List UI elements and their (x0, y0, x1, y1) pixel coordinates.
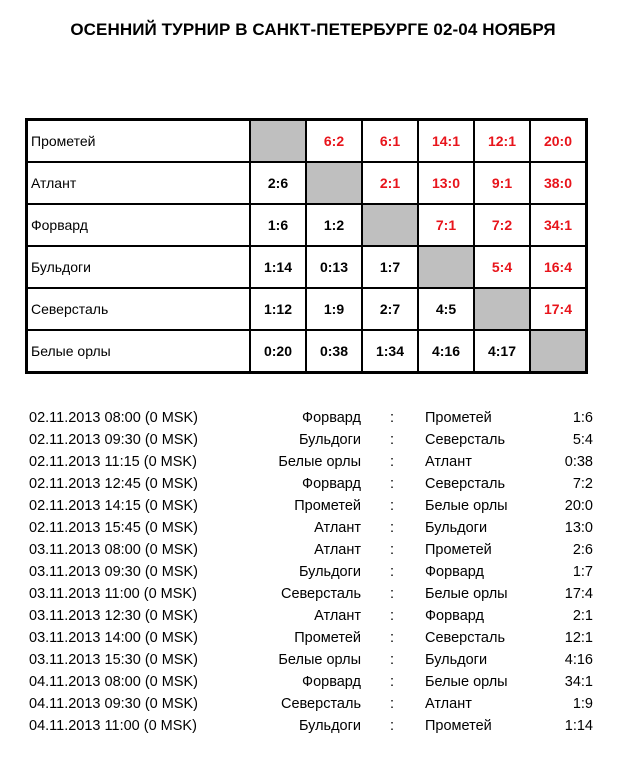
match-row (0, 451, 626, 473)
match-row (0, 693, 626, 715)
crosstable-row (27, 162, 587, 204)
match-home-team: Северсталь (280, 696, 361, 712)
score-cell: 4:16 (418, 330, 474, 373)
match-score: 7:2 (572, 476, 593, 492)
match-separator: : (390, 718, 395, 734)
team-name: Белые орлы (27, 330, 251, 373)
match-separator: : (390, 542, 395, 558)
match-home-team: Бульдоги (298, 718, 361, 734)
score-cell: 13:0 (418, 162, 474, 204)
match-row (0, 671, 626, 693)
match-datetime: 02.11.2013 11:15 (0 MSK) (29, 454, 197, 470)
score-cell: 0:13 (306, 246, 362, 288)
crosstable (25, 118, 588, 374)
match-separator: : (390, 410, 395, 426)
match-separator: : (390, 476, 395, 492)
match-score: 1:14 (564, 718, 593, 734)
match-score: 1:6 (572, 410, 593, 426)
score-cell: 14:1 (418, 120, 474, 163)
match-row (0, 495, 626, 517)
match-score: 0:38 (564, 454, 593, 470)
match-score: 34:1 (564, 674, 593, 690)
score-cell: 1:7 (362, 246, 418, 288)
match-away-team: Белые орлы (425, 586, 508, 602)
diagonal-cell (250, 120, 306, 163)
match-datetime: 03.11.2013 12:30 (0 MSK) (29, 608, 199, 624)
score-cell: 4:17 (474, 330, 530, 373)
diagonal-cell (530, 330, 587, 373)
match-datetime: 04.11.2013 08:00 (0 MSK) (29, 674, 199, 690)
match-away-team: Прометей (425, 718, 492, 734)
match-home-team: Форвард (302, 674, 361, 690)
score-cell: 2:1 (362, 162, 418, 204)
match-row (0, 649, 626, 671)
score-cell: 38:0 (530, 162, 587, 204)
score-cell: 7:1 (418, 204, 474, 246)
match-list (0, 407, 626, 737)
score-cell: 6:2 (306, 120, 362, 163)
match-away-team: Прометей (425, 410, 492, 426)
match-separator: : (390, 454, 395, 470)
score-cell: 16:4 (530, 246, 587, 288)
match-separator: : (390, 432, 395, 448)
match-separator: : (390, 696, 395, 712)
match-separator: : (390, 674, 395, 690)
match-score: 20:0 (564, 498, 593, 514)
match-away-team: Северсталь (425, 476, 506, 492)
crosstable-row (27, 204, 587, 246)
team-name: Прометей (27, 120, 251, 163)
match-home-team: Белые орлы (278, 454, 361, 470)
match-row (0, 627, 626, 649)
match-datetime: 03.11.2013 11:00 (0 MSK) (29, 586, 197, 602)
score-cell: 4:5 (418, 288, 474, 330)
score-cell: 0:38 (306, 330, 362, 373)
score-cell: 1:14 (250, 246, 306, 288)
score-cell: 6:1 (362, 120, 418, 163)
match-home-team: Форвард (302, 410, 361, 426)
match-home-team: Бульдоги (298, 564, 361, 580)
match-datetime: 02.11.2013 09:30 (0 MSK) (29, 432, 199, 448)
team-name: Бульдоги (27, 246, 251, 288)
match-score: 1:9 (572, 696, 593, 712)
team-name: Атлант (27, 162, 251, 204)
match-datetime: 02.11.2013 15:45 (0 MSK) (29, 520, 199, 536)
match-away-team: Атлант (425, 454, 472, 470)
score-cell: 17:4 (530, 288, 587, 330)
match-separator: : (390, 520, 395, 536)
match-score: 12:1 (564, 630, 593, 646)
match-home-team: Атлант (314, 542, 361, 558)
match-away-team: Атлант (425, 696, 472, 712)
crosstable-row (27, 246, 587, 288)
match-home-team: Бульдоги (298, 432, 361, 448)
score-cell: 12:1 (474, 120, 530, 163)
match-separator: : (390, 630, 395, 646)
match-home-team: Прометей (294, 630, 361, 646)
match-score: 2:1 (572, 608, 593, 624)
match-separator: : (390, 652, 395, 668)
score-cell: 0:20 (250, 330, 306, 373)
match-datetime: 03.11.2013 09:30 (0 MSK) (29, 564, 199, 580)
match-score: 2:6 (572, 542, 593, 558)
score-cell: 20:0 (530, 120, 587, 163)
match-datetime: 02.11.2013 12:45 (0 MSK) (29, 476, 199, 492)
diagonal-cell (362, 204, 418, 246)
team-name: Форвард (27, 204, 251, 246)
match-away-team: Северсталь (425, 630, 506, 646)
match-datetime: 04.11.2013 09:30 (0 MSK) (29, 696, 199, 712)
match-datetime: 03.11.2013 14:00 (0 MSK) (29, 630, 199, 646)
score-cell: 1:2 (306, 204, 362, 246)
crosstable-row (27, 120, 587, 163)
match-score: 5:4 (572, 432, 593, 448)
match-datetime: 03.11.2013 08:00 (0 MSK) (29, 542, 199, 558)
match-row (0, 473, 626, 495)
match-away-team: Форвард (425, 608, 484, 624)
match-row (0, 407, 626, 429)
score-cell: 1:12 (250, 288, 306, 330)
match-away-team: Прометей (425, 542, 492, 558)
score-cell: 5:4 (474, 246, 530, 288)
match-away-team: Белые орлы (425, 498, 508, 514)
diagonal-cell (418, 246, 474, 288)
score-cell: 1:9 (306, 288, 362, 330)
match-separator: : (390, 564, 395, 580)
match-score: 1:7 (572, 564, 593, 580)
match-home-team: Северсталь (280, 586, 361, 602)
match-home-team: Белые орлы (278, 652, 361, 668)
match-away-team: Белые орлы (425, 674, 508, 690)
score-cell: 34:1 (530, 204, 587, 246)
match-datetime: 04.11.2013 11:00 (0 MSK) (29, 718, 197, 734)
match-away-team: Бульдоги (425, 652, 488, 668)
match-home-team: Атлант (314, 608, 361, 624)
match-away-team: Форвард (425, 564, 484, 580)
match-row (0, 605, 626, 627)
match-datetime: 03.11.2013 15:30 (0 MSK) (29, 652, 199, 668)
score-cell: 2:7 (362, 288, 418, 330)
match-score: 13:0 (564, 520, 593, 536)
diagonal-cell (306, 162, 362, 204)
match-row (0, 517, 626, 539)
score-cell: 9:1 (474, 162, 530, 204)
match-row (0, 539, 626, 561)
match-score: 17:4 (564, 586, 593, 602)
match-row (0, 429, 626, 451)
match-score: 4:16 (564, 652, 593, 668)
score-cell: 2:6 (250, 162, 306, 204)
score-cell: 1:34 (362, 330, 418, 373)
match-home-team: Прометей (294, 498, 361, 514)
match-row (0, 583, 626, 605)
match-row (0, 715, 626, 737)
page-title: ОСЕННИЙ ТУРНИР В САНКТ-ПЕТЕРБУРГЕ 02-04 НОЯБРЯ (70, 20, 556, 39)
team-name: Северсталь (27, 288, 251, 330)
match-separator: : (390, 586, 395, 602)
crosstable-row (27, 330, 587, 373)
match-away-team: Бульдоги (425, 520, 488, 536)
match-separator: : (390, 498, 395, 514)
match-away-team: Северсталь (425, 432, 506, 448)
score-cell: 1:6 (250, 204, 306, 246)
score-cell: 7:2 (474, 204, 530, 246)
match-separator: : (390, 608, 395, 624)
match-datetime: 02.11.2013 14:15 (0 MSK) (29, 498, 199, 514)
match-row (0, 561, 626, 583)
diagonal-cell (474, 288, 530, 330)
match-datetime: 02.11.2013 08:00 (0 MSK) (29, 410, 199, 426)
match-home-team: Форвард (302, 476, 361, 492)
crosstable-row (27, 288, 587, 330)
match-home-team: Атлант (314, 520, 361, 536)
